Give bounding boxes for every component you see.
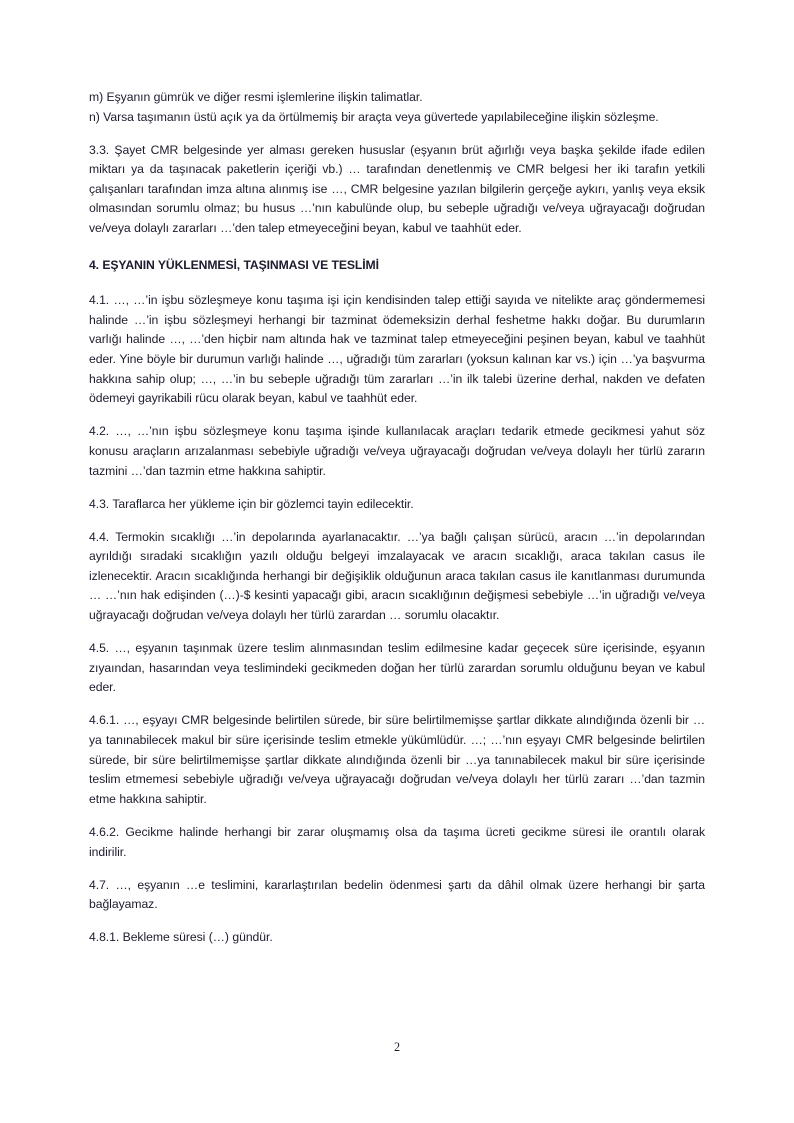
paragraph-clause-3-3: 3.3. Şayet CMR belgesinde yer alması gereken hususlar (eşyanın brüt ağırlığı veya başka şekilde ifade edilen miktarı ya da taşınacak paketlerin içeriği vb.) … tarafından denetlenmiş ve CMR belgesi her iki tarafın yetkili çalışanları tarafından imza altına alınmış ise …, CMR belgesine yazılan bilgilerin gerçeğe aykırı, yanlış veya eksik olmasından sorumlu olmaz; bu husus …’nın kabulünde olup, bu sebeple uğradığı ve/veya uğrayacağı doğrudan ve/veya dolaylı zararları …’den talep etmeyeceğini beyan, kabul ve taahhüt eder. (89, 142, 705, 236)
paragraph-item-m: m) Eşyanın gümrük ve diğer resmi işlemlerine ilişkin talimatlar. (89, 90, 423, 104)
paragraph-clause-4-6-1: 4.6.1. …, eşyayı CMR belgesinde belirtilen sürede, bir süre belirtilmemişse şartlar dikkate alındığında özenli bir …ya tanınabilecek makul bir süre içerisinde teslim etmekle yükümlüdür. …; …’nın eşyayı CMR belgesinde belirtilen sürede, bir süre belirtilmemişse şartlar dikkate alındığında özenli bir …ya tanınabilecek makul bir süre içerisinde teslim etmemesi sebebiyle uğradığı ve/veya uğrayacağı doğrudan ve/veya dolaylı her türlü zararı …’dan tazmin etme hakkına sahiptir. (89, 713, 705, 806)
paragraph-clause-4-6-2: 4.6.2. Gecikme halinde herhangi bir zarar oluşmamış olsa da taşıma ücreti gecikme süresi ile orantılı olarak indirilir. (89, 824, 705, 859)
paragraph-clause-4-1: 4.1. …, …’in işbu sözleşmeye konu taşıma işi için kendisinden talep ettiği sayıda ve nitelikte araç göndermemesi halinde …’in işbu sözleşmeyi herhangi bir tazminat ödemeksizin derhal feshetme hakkı doğar. Bu durumların varlığı halinde …, …’den hiçbir nam altında hak ve tazminat talep etmeyeceğini peşinen beyan, kabul ve taahhüt eder. Yine böyle bir durumun varlığı halinde …, uğradığı tüm zararları (yoksun kalınan kar vs.) için …’ya başvurma hakkına sahip olup; …, …’in bu sebeple uğradığı tüm zararları …’in ilk talebi üzerine derhal, nakden ve defaten ödemeyi gayrikabili rücu olarak beyan, kabul ve taahhüt eder. (89, 293, 705, 406)
document-body (89, 88, 705, 961)
section-heading-4: 4. EŞYANIN YÜKLENMESİ, TAŞINMASI VE TESLİMİ (89, 257, 379, 272)
page-number: 2 (393, 1040, 401, 1054)
paragraph-clause-4-5: 4.5. …, eşyanın taşınmak üzere teslim alınmasından teslim edilmesine kadar geçecek süre içerisinde, eşyanın zıyaından, hasarından veya teslimindeki gecikmeden doğan her türlü zarardan sorumlu olduğunu beyan ve kabul eder. (89, 641, 705, 695)
paragraph-item-n: n) Varsa taşımanın üstü açık ya da örtülmemiş bir araçta veya güvertede yapılabileceğine ilişkin sözleşme. (89, 109, 659, 124)
paragraph-clause-4-3: 4.3. Taraflarca her yükleme için bir gözlemci tayin edilecektir. (89, 496, 414, 511)
paragraph-clause-4-7: 4.7. …, eşyanın …e teslimini, kararlaştırılan bedelin ödenmesi şartı da dâhil olmak üzere herhangi bir şarta bağlayamaz. (89, 877, 705, 912)
paragraph-clause-4-4: 4.4. Termokin sıcaklığı …’in depolarında ayarlanacaktır. …’ya bağlı çalışan sürücü, aracın …’in depolarından ayrıldığı sıradaki sıcaklığın yazılı olduğu belgeyi imzalayacak ve aracın sıcaklığı, araca takılan casus ile izlenecektir. Aracın sıcaklığında herhangi bir değişiklik olduğunun araca takılan casus ile kanıtlanması durumunda … …’nın hak edişinden (…)-$ kesinti yapacağı gibi, aracın sıcaklığının değişmesi sebebiyle …’in uğradığı ve/veya uğrayacağı doğrudan ve/veya dolaylı her türlü zarardan … sorumlu olacaktır. (89, 529, 705, 623)
paragraph-clause-4-8-1: 4.8.1. Bekleme süresi (…) gündür. (89, 930, 273, 945)
paragraph-clause-4-2: 4.2. …, …’nın işbu sözleşmeye konu taşıma işinde kullanılacak araçları tedarik etmede gecikmesi yahut söz konusu araçların arızalanması sebebiyle uğradığı ve/veya uğrayacağı doğrudan ve/veya dolaylı her türlü zararın tazmini …’dan tazmin etme hakkına sahiptir. (89, 424, 705, 478)
